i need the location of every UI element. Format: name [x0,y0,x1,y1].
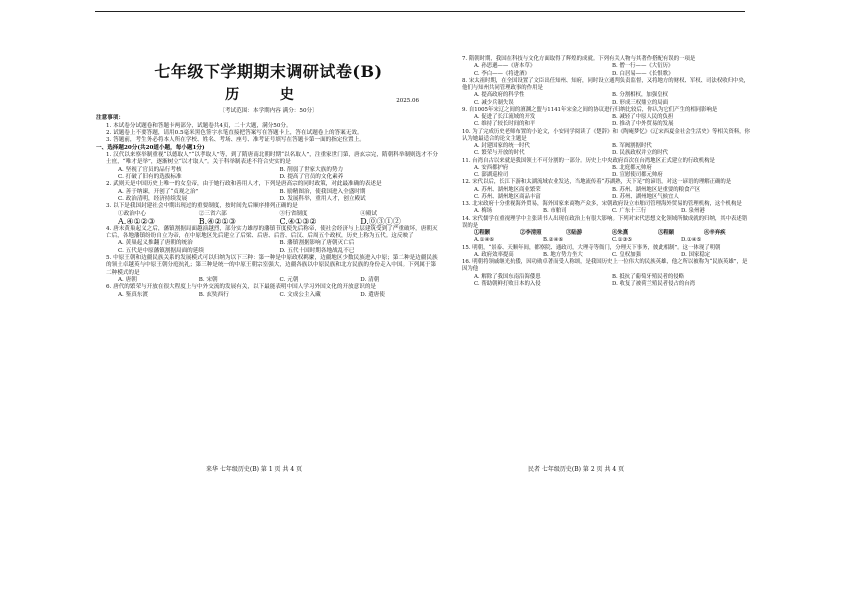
answer-option: D. 宣慰使司都元帅府 [612,172,663,178]
answer-option: D. 形成三权鼎立的局面 [612,99,669,106]
question-stem: 8. 宋太祖时期，在全国设置了文臣出任知州、知府，同时设立通判负责监督，又将地方的财权、军权、司法权收归中央，他们与知州共同管理政事的作用是 [462,77,750,91]
answer-option: A. 孙思邈——《唐本草》 [474,63,536,70]
exam-date: 2025.06 [396,98,419,104]
answer-option: ④殿试 [360,210,378,217]
footer-right: 民者 七年级历史(B) 第 2 页 共 4 页 [528,466,625,473]
answer-option: A. 黄巢起义推翻了唐朝的统治 [118,240,193,247]
question-stem: 16. 明朝将领戚继光抗倭，因功勋卓著而受人称颂，是我国历史上一位伟大的民族英雄，他之所以被称为“民族英雄”，是因为他 [462,259,748,273]
option-row [452,71,750,78]
note-item: 2. 试题卷上不要答题，请用0.5毫米黑色签字水笔直接把答案写在答题卡上，答在试题卷上的答案无效。 [106,130,363,137]
answer-option: C.①③⑤ [612,237,633,244]
answer-option: B. 藩镇割据影响了唐朝灭亡后 [279,240,355,247]
question-list-left [96,152,441,299]
option-row [452,281,750,288]
answer-option: B. 分割相权，加强皇权 [612,92,668,99]
answer-option: A. 提高政府的科学性 [474,92,525,99]
option-row [96,248,441,255]
answer-option: A. 封建国家的统一时代 [474,143,530,149]
answer-option: D. 提高了官员的文化素养 [279,174,344,181]
option-row [452,150,750,157]
question-stem: 5. 中原王朝和边疆民族关系的发展模式可以归纳为以下三种：第一种是中原政权羁縻，边疆地区少数民族进入中原；第二种是边疆民族的领土卓越英与中原王朝分庭抗礼；第三种是统一的中原王朝宗室强大，边疆各族以中原民族和北方民族的身份走入中国。下列属于第二种模式的是 [106,254,438,276]
option-row [452,92,750,99]
question-stem: 13. 北宋政府十分重视海外贸易，海外国家来商物产众多，宋朝政府设立市舶司管理海外贸易的管理机构，这个机构是 [462,201,742,207]
answer-option: B. 减轻了中原人民的负担 [612,114,674,120]
answer-option: ③陆游 [566,230,583,236]
answer-option: A. 安西都护府 [474,164,509,171]
answer-option: C. 文成公主入藏 [279,291,321,298]
answer-option: ④朱熹 [612,230,629,236]
answer-option: B. 励精图治，使我国进入全盛时期 [279,188,366,195]
answer-option: D. 苏州、湖州地区气候宜人 [612,193,679,200]
option-row [452,237,750,244]
question-list-right [452,56,750,288]
answer-option: B.④②①③ [198,217,236,227]
question-stem: 3. 以下是我国封建社会中期出现过的重要制度，按时间先后顺序排列正确的是 [106,203,298,210]
option-row [452,121,750,128]
answer-option: A. 坚视了官员的品行考核 [118,166,182,173]
answer-option: B. 北庭都元帅府 [612,164,652,171]
answer-option: A. 政府效率提高 [474,251,514,258]
question-stem: 1. 汉代以来察举制重视“以德取人”“以孝取人”等，到了隋唐南北朝时期“以名取人”，注重家世门第，唐玄宗完，隋朝科举制则选才不分士庶，“唯才是举”，逐渐树立“以才取人”。关于科举制表述不符合史实的是 [106,152,438,166]
answer-option: ②李清照 [520,230,542,236]
option-row [96,167,441,174]
answer-option: D. 国家稳定 [681,251,711,258]
option-row [452,274,750,281]
answer-option: C. 澎湖巡检司 [474,172,509,178]
option-row [452,252,750,259]
notes-heading: 注意事项： [96,115,124,122]
footer-left: 来华 七年级历史(B) 第 1 页 共 4 页 [206,466,303,473]
answer-option: C. 政治清明，经济持续发展 [118,196,188,203]
notes-list [96,123,441,145]
answer-option: D.⓪③①② [360,217,401,227]
answer-option: D. 清朝 [360,276,380,283]
answer-option: D. 泉州港 [681,208,705,215]
answer-option: C. 维持了较长时间的和平 [474,121,536,128]
answer-option: B. 玄奘西行 [198,291,229,298]
question-stem: 15. 明朝，“景泰、天顺年间，都察院、通政司，大理寺等衙门，分理天下事务，彼此相制”。这一体现了明朝 [462,244,721,251]
option-row [452,165,750,172]
answer-option: A. 苏州、湖州地区商业繁荣 [474,186,541,193]
answer-option: D. 收复了被荷兰殖民者侵占的台湾 [612,280,696,287]
question-stem: 11. 台湾自古以来就是我国领土不可分割的一部分。历史上中央政府首次在台湾地区正式建立的行政机构是 [462,157,715,164]
answer-option: D. 遣唐使 [360,291,385,298]
answer-option: D. 推动了中外贸易的发展 [612,121,674,128]
answer-option: B. 削弱了世家大族的势力 [279,166,344,173]
answer-option: C. 减少兵制失误 [474,99,514,106]
exam-info: 〔考试范围：本学期内容 满分：50分〕 [219,108,318,114]
answer-option: B. 抵抗了葡萄牙殖民者的侵略 [612,273,685,280]
answer-option: ①政治中心 [118,210,146,217]
answer-option: A. 唐朝 [118,276,137,283]
note-item: 1. 本试卷分试题卷和答题卡两部分，试题卷共4页，二十大题，满分50分。 [106,122,292,129]
option-row [452,194,750,201]
answer-option: ②三省六部 [198,210,227,217]
top-rule [95,11,745,12]
answer-option: B. 地方势力坐大 [543,251,583,258]
answer-option: B. 军阀割据时代 [612,143,652,149]
option-row [452,63,750,70]
answer-option: A.①④⑥ [474,237,495,244]
answer-option: C. 皇权加强 [612,251,641,258]
page-right [452,56,750,288]
question-stem: 6. 唐代的繁荣与开放在很大程度上与中外交流的发展有关，以下最能表明中国人学习外国文化的开放意识的是 [106,284,377,291]
question-stem: 7. 隋朝时期，我国在科技与文化方面取得了辉煌的成就。下列有关人物与其著作搭配有误的一项是 [462,56,696,62]
answer-option: D. 发展科举，重用人才，创立殿试 [279,196,366,203]
answer-option: C. 帮助朝鲜打败日本的入侵 [474,280,541,287]
question-stem: 10. 为了完成历史老师布置的小论文，小安同学阅读了《楚辞》和《陶庵梦忆》《辽宋西夏金社会生活史》等相关资料，你认为她最适合的论文主题是 [462,128,750,142]
answer-option: C. 繁荣与开放的时代 [474,150,525,157]
answer-option: C. 广东十三行 [612,208,647,215]
answer-option: D.①④⑤ [681,237,702,244]
answer-option: B. 市舶司 [543,208,567,215]
answer-option: ③行省制度 [279,210,308,217]
option-row [96,240,441,247]
subject-label: 历 史 [225,87,312,103]
option-row [96,292,441,299]
option-row [452,230,750,237]
answer-option: D. 民族政权并立的时代 [612,150,669,157]
exam-title: 七年级下学期期末调研试卷(B) [154,62,383,81]
answer-option: C. 打破了旧有的选拔标准 [118,174,182,181]
question-stem: 4. 唐末黄巢起义之后，藩镇割据局面越演越烈，部分实力雄厚的藩镇节度使先后称帝，使社会经济与上层建筑受到了严重破坏，唐朝灭亡后，各地藩镇纷纷自立为帝，在中原地区先后建立了后梁、后唐、后晋、后汉、后周五个政权，历史上称为五代。这反映了 [106,225,438,239]
answer-option: C. 苏州、湖州地区商品丰富 [474,193,541,200]
answer-option: C. 五代是中原藩镇割据局面的延续 [118,247,204,254]
answer-option: C. 元朝 [279,276,299,283]
answer-option: D. 五代十国时期各地战乱不已 [279,247,355,254]
answer-option: A. 解除了我国东南沿海倭患 [474,273,541,280]
answer-option: A. 善于纳谏，开创了“贞观之治” [118,188,199,195]
question-stem: 9. 自1005年宋辽之间的澶渊之盟与1141年宋金之间的协议进行归纳比较后，你认为它们产生的相同影响是 [462,106,718,113]
answer-option: A. 促进了长江流域的开发 [474,114,536,120]
section-heading: 一、选择题20分(共20道小题，每小题1分) [96,144,205,151]
answer-option: ⑤程颐 [658,230,675,236]
answer-option: B. 苏州、湖州地区是重要的粮食产区 [612,186,701,193]
answer-option: ①程颢 [474,230,491,236]
note-item: 3. 答题前，考生务必将本人所在学校、姓名、考场、座号、准考证号填写在答题卡第一面的指定位置上。 [106,137,365,144]
option-row [452,187,750,194]
exam-subject [96,86,441,104]
option-row [452,208,750,215]
answer-option: A. 鉴真东渡 [118,291,148,298]
question-stem: 14. 宋代儒学在重视理学中主张读书人出现在政治上有很大影响。下列对宋代思想文化领域所做成就的归纳，其中表述错误的是 [462,215,748,229]
answer-option: A. 梅场 [474,208,493,215]
option-row [452,100,750,107]
question-stem: 12. 宋代以后，长江下游和太湖流域农业发达，当地流传着“苏湖熟，天下足”的谚语，对这一谚语的理解正确的是 [462,179,732,186]
answer-option: ⑥辛弃疾 [704,230,726,236]
page-left [96,58,441,299]
answer-option: C.④①③② [279,217,317,227]
option-row [96,218,441,225]
answer-option: B.②④⑥ [543,237,564,244]
answer-option: C. 李白——《将进酒》 [474,70,530,77]
question-stem: 2. 武则天是中国历史上唯一的女皇帝，由于她行政和善用人才，下列是唐高宗的同时政策，对此最准确的表述是 [106,181,382,188]
answer-option: D. 白居易——《长恨歌》 [612,70,674,77]
answer-option: B. 宋朝 [198,276,218,283]
answer-option: B. 僧一行——《大衍历》 [612,63,674,70]
answer-option: A.④①②③ [118,217,156,227]
